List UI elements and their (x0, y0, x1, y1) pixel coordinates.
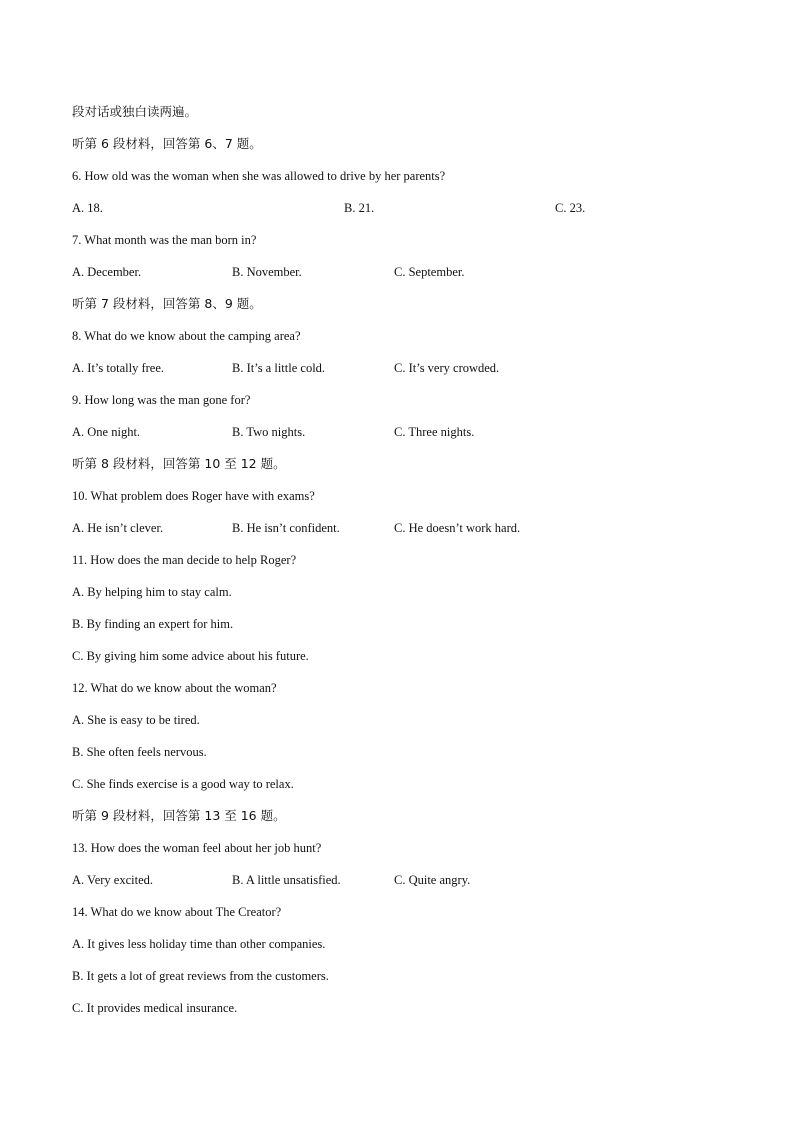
section-heading-6: 听第 6 段材料，回答第 6、7 题。 (72, 136, 262, 151)
q6-option-c: C. 23. (555, 201, 586, 215)
q11-option-a: A. By helping him to stay calm. (72, 585, 232, 599)
q8-option-b: B. It’s a little cold. (232, 361, 326, 375)
q11-option-b: B. By finding an expert for him. (72, 617, 234, 631)
q10-option-a: A. He isn’t clever. (72, 521, 164, 535)
q7-option-b: B. November. (232, 265, 302, 279)
question-13-options (72, 864, 722, 896)
question-7: 7. What month was the man born in? (72, 233, 257, 247)
q7-option-c: C. September. (394, 265, 465, 279)
document-page (72, 96, 722, 1024)
section-heading-7: 听第 7 段材料，回答第 8、9 题。 (72, 296, 262, 311)
q12-option-a: A. She is easy to be tired. (72, 713, 200, 727)
q8-option-a: A. It’s totally free. (72, 361, 164, 375)
q9-option-c: C. Three nights. (394, 425, 475, 439)
intro-text: 段对话或独白读两遍。 (72, 104, 198, 119)
question-8-options (72, 352, 722, 384)
question-10-options (72, 512, 722, 544)
q13-option-c: C. Quite angry. (394, 873, 471, 887)
question-9-options (72, 416, 722, 448)
question-6: 6. How old was the woman when she was allowed to drive by her parents? (72, 169, 446, 183)
q12-option-b: B. She often feels nervous. (72, 745, 207, 759)
question-10: 10. What problem does Roger have with exams? (72, 489, 315, 503)
question-11: 11. How does the man decide to help Roger? (72, 553, 297, 567)
q14-option-a: A. It gives less holiday time than other companies. (72, 937, 326, 951)
q9-option-a: A. One night. (72, 425, 141, 439)
question-9: 9. How long was the man gone for? (72, 393, 251, 407)
q14-option-c: C. It provides medical insurance. (72, 1001, 238, 1015)
q6-option-a: A. 18. (72, 201, 103, 215)
q6-option-b: B. 21. (344, 201, 375, 215)
question-6-options (72, 192, 722, 224)
q7-option-a: A. December. (72, 265, 142, 279)
q8-option-c: C. It’s very crowded. (394, 361, 500, 375)
q11-option-c: C. By giving him some advice about his future. (72, 649, 309, 663)
section-heading-9: 听第 9 段材料，回答第 13 至 16 题。 (72, 808, 286, 823)
q13-option-a: A. Very excited. (72, 873, 153, 887)
q13-option-b: B. A little unsatisfied. (232, 873, 341, 887)
q10-option-c: C. He doesn’t work hard. (394, 521, 521, 535)
q12-option-c: C. She finds exercise is a good way to relax. (72, 777, 294, 791)
question-13: 13. How does the woman feel about her job hunt? (72, 841, 322, 855)
question-12: 12. What do we know about the woman? (72, 681, 277, 695)
q14-option-b: B. It gets a lot of great reviews from the customers. (72, 969, 329, 983)
q9-option-b: B. Two nights. (232, 425, 306, 439)
question-14: 14. What do we know about The Creator? (72, 905, 282, 919)
question-7-options (72, 256, 722, 288)
q10-option-b: B. He isn’t confident. (232, 521, 340, 535)
question-8: 8. What do we know about the camping area? (72, 329, 301, 343)
section-heading-8: 听第 8 段材料，回答第 10 至 12 题。 (72, 456, 286, 471)
